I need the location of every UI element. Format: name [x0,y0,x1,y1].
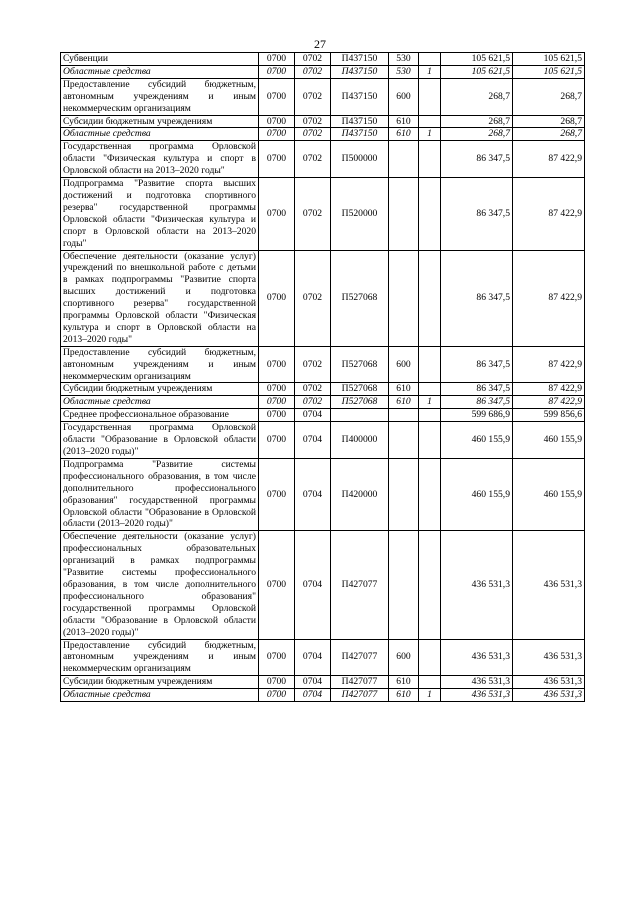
section-code-cell: 0700 [259,396,295,409]
row-name-cell: Областные средства [61,128,259,141]
expense-type-cell: 610 [389,676,419,689]
funding-source-cell [419,141,441,178]
amount-year2-cell: 268,7 [513,78,585,115]
funding-source-cell: 1 [419,128,441,141]
expense-type-cell: 600 [389,639,419,676]
table-row [61,141,585,178]
expense-type-cell: 610 [389,128,419,141]
section-code-cell: 0700 [259,346,295,383]
amount-year1-cell: 436 531,3 [441,639,513,676]
row-name-cell: Среднее профессиональное образование [61,409,259,422]
page-number: 27 [314,37,326,51]
amount-year1-cell: 86 347,5 [441,396,513,409]
section-code-cell: 0700 [259,422,295,459]
amount-year1-cell: 436 531,3 [441,689,513,702]
subsection-code-cell: 0702 [295,115,331,128]
amount-year2-cell: 105 621,5 [513,65,585,78]
subsection-code-cell: 0702 [295,346,331,383]
expense-type-cell: 610 [389,396,419,409]
funding-source-cell [419,639,441,676]
table-row [61,250,585,346]
target-article-cell: П437150 [331,65,389,78]
funding-source-cell: 1 [419,396,441,409]
amount-year1-cell: 460 155,9 [441,458,513,530]
funding-source-cell [419,458,441,530]
expense-type-cell [389,141,419,178]
amount-year2-cell: 87 422,9 [513,250,585,346]
amount-year1-cell: 268,7 [441,115,513,128]
amount-year2-cell: 436 531,3 [513,639,585,676]
funding-source-cell [419,422,441,459]
row-name-cell: Государственная программа Орловской области "Физическая культура и спорт в Орловской области на 2013–2020 годы" [61,141,259,178]
section-code-cell: 0700 [259,178,295,250]
amount-year2-cell: 436 531,3 [513,531,585,639]
expense-type-cell: 600 [389,346,419,383]
target-article-cell: П520000 [331,178,389,250]
row-name-cell: Областные средства [61,689,259,702]
row-name-cell: Областные средства [61,65,259,78]
section-code-cell: 0700 [259,689,295,702]
target-article-cell: П427077 [331,531,389,639]
subsection-code-cell: 0702 [295,178,331,250]
amount-year1-cell: 86 347,5 [441,141,513,178]
target-article-cell: П527068 [331,346,389,383]
subsection-code-cell: 0702 [295,65,331,78]
subsection-code-cell: 0704 [295,639,331,676]
amount-year2-cell: 460 155,9 [513,422,585,459]
target-article-cell: П437150 [331,128,389,141]
row-name-cell: Государственная программа Орловской области "Образование в Орловской области (2013–2020 годы)" [61,422,259,459]
row-name-cell: Предоставление субсидий бюджетным, автономным учреждениям и иным некоммерческим организациям [61,78,259,115]
table-row [61,346,585,383]
funding-source-cell [419,531,441,639]
table-row [61,409,585,422]
table-row [61,53,585,66]
section-code-cell: 0700 [259,639,295,676]
budget-table [60,52,585,702]
amount-year2-cell: 268,7 [513,128,585,141]
row-name-cell: Субсидии бюджетным учреждениям [61,115,259,128]
table-body [61,53,585,702]
funding-source-cell [419,676,441,689]
expense-type-cell: 610 [389,689,419,702]
expense-type-cell [389,458,419,530]
amount-year1-cell: 436 531,3 [441,531,513,639]
target-article-cell: П527068 [331,396,389,409]
expense-type-cell [389,250,419,346]
table-row [61,422,585,459]
subsection-code-cell: 0702 [295,383,331,396]
section-code-cell: 0700 [259,409,295,422]
row-name-cell: Подпрограмма "Развитие системы профессионального образования, в том числе дополнительного профессионального образования" государственной программы Орловской области "Образование в Орловской области (2013–2020 годы)" [61,458,259,530]
amount-year1-cell: 599 686,9 [441,409,513,422]
amount-year2-cell: 87 422,9 [513,346,585,383]
subsection-code-cell: 0702 [295,53,331,66]
amount-year1-cell: 268,7 [441,128,513,141]
row-name-cell: Областные средства [61,396,259,409]
subsection-code-cell: 0704 [295,409,331,422]
funding-source-cell: 1 [419,65,441,78]
target-article-cell [331,409,389,422]
target-article-cell: П427077 [331,639,389,676]
funding-source-cell [419,383,441,396]
funding-source-cell: 1 [419,689,441,702]
amount-year1-cell: 436 531,3 [441,676,513,689]
table-row [61,689,585,702]
row-name-cell: Подпрограмма "Развитие спорта высших достижений и подготовка спортивного резерва" государственной программы Орловской области "Физическая культура и спорт в Орловской области на 2013–2020 годы" [61,178,259,250]
expense-type-cell [389,178,419,250]
table-row [61,78,585,115]
amount-year1-cell: 105 621,5 [441,53,513,66]
row-name-cell: Предоставление субсидий бюджетным, автономным учреждениям и иным некоммерческим организациям [61,346,259,383]
funding-source-cell [419,346,441,383]
table-row [61,531,585,639]
amount-year2-cell: 105 621,5 [513,53,585,66]
expense-type-cell [389,531,419,639]
table-row [61,128,585,141]
section-code-cell: 0700 [259,458,295,530]
expense-type-cell: 600 [389,78,419,115]
target-article-cell: П420000 [331,458,389,530]
subsection-code-cell: 0704 [295,422,331,459]
amount-year2-cell: 268,7 [513,115,585,128]
section-code-cell: 0700 [259,531,295,639]
amount-year2-cell: 87 422,9 [513,178,585,250]
subsection-code-cell: 0704 [295,458,331,530]
amount-year2-cell: 460 155,9 [513,458,585,530]
target-article-cell: П437150 [331,78,389,115]
amount-year2-cell: 599 856,6 [513,409,585,422]
table-row [61,383,585,396]
row-name-cell: Субвенции [61,53,259,66]
subsection-code-cell: 0702 [295,78,331,115]
subsection-code-cell: 0704 [295,531,331,639]
target-article-cell: П427077 [331,689,389,702]
section-code-cell: 0700 [259,115,295,128]
section-code-cell: 0700 [259,128,295,141]
section-code-cell: 0700 [259,53,295,66]
row-name-cell: Субсидии бюджетным учреждениям [61,383,259,396]
target-article-cell: П527068 [331,250,389,346]
target-article-cell: П437150 [331,53,389,66]
expense-type-cell: 530 [389,53,419,66]
subsection-code-cell: 0702 [295,396,331,409]
row-name-cell: Субсидии бюджетным учреждениям [61,676,259,689]
expense-type-cell: 610 [389,115,419,128]
target-article-cell: П427077 [331,676,389,689]
row-name-cell: Предоставление субсидий бюджетным, автономным учреждениям и иным некоммерческим организациям [61,639,259,676]
subsection-code-cell: 0704 [295,676,331,689]
amount-year2-cell: 436 531,3 [513,676,585,689]
amount-year2-cell: 87 422,9 [513,396,585,409]
subsection-code-cell: 0702 [295,250,331,346]
table-row [61,676,585,689]
table-row [61,115,585,128]
target-article-cell: П437150 [331,115,389,128]
funding-source-cell [419,53,441,66]
subsection-code-cell: 0702 [295,141,331,178]
table-row [61,65,585,78]
target-article-cell: П527068 [331,383,389,396]
expense-type-cell [389,409,419,422]
table-row [61,639,585,676]
expense-type-cell [389,422,419,459]
amount-year2-cell: 87 422,9 [513,383,585,396]
amount-year1-cell: 268,7 [441,78,513,115]
expense-type-cell: 610 [389,383,419,396]
amount-year1-cell: 86 347,5 [441,178,513,250]
subsection-code-cell: 0702 [295,128,331,141]
amount-year1-cell: 86 347,5 [441,346,513,383]
section-code-cell: 0700 [259,383,295,396]
funding-source-cell [419,178,441,250]
funding-source-cell [419,250,441,346]
section-code-cell: 0700 [259,141,295,178]
table-row [61,396,585,409]
row-name-cell: Обеспечение деятельности (оказание услуг) профессиональных образовательных организаций в рамках подпрограммы "Развитие системы профессионального образования, в том числе дополнительного профессионального образования" государственной программы Орловской области "Образование в Орловской области (2013–2020 годы)" [61,531,259,639]
funding-source-cell [419,409,441,422]
row-name-cell: Обеспечение деятельности (оказание услуг) учреждений по внешкольной работе с детьми в рамках подпрограммы "Развитие спорта высших достижений и подготовка спортивного резерва" государственной программы Орловской области "Физическая культура и спорт в Орловской области на 2013–2020 годы" [61,250,259,346]
section-code-cell: 0700 [259,78,295,115]
section-code-cell: 0700 [259,65,295,78]
funding-source-cell [419,78,441,115]
subsection-code-cell: 0704 [295,689,331,702]
amount-year1-cell: 460 155,9 [441,422,513,459]
amount-year1-cell: 86 347,5 [441,383,513,396]
amount-year1-cell: 86 347,5 [441,250,513,346]
target-article-cell: П500000 [331,141,389,178]
table-row [61,458,585,530]
section-code-cell: 0700 [259,250,295,346]
table-row [61,178,585,250]
funding-source-cell [419,115,441,128]
amount-year1-cell: 105 621,5 [441,65,513,78]
amount-year2-cell: 436 531,3 [513,689,585,702]
amount-year2-cell: 87 422,9 [513,141,585,178]
expense-type-cell: 530 [389,65,419,78]
section-code-cell: 0700 [259,676,295,689]
target-article-cell: П400000 [331,422,389,459]
